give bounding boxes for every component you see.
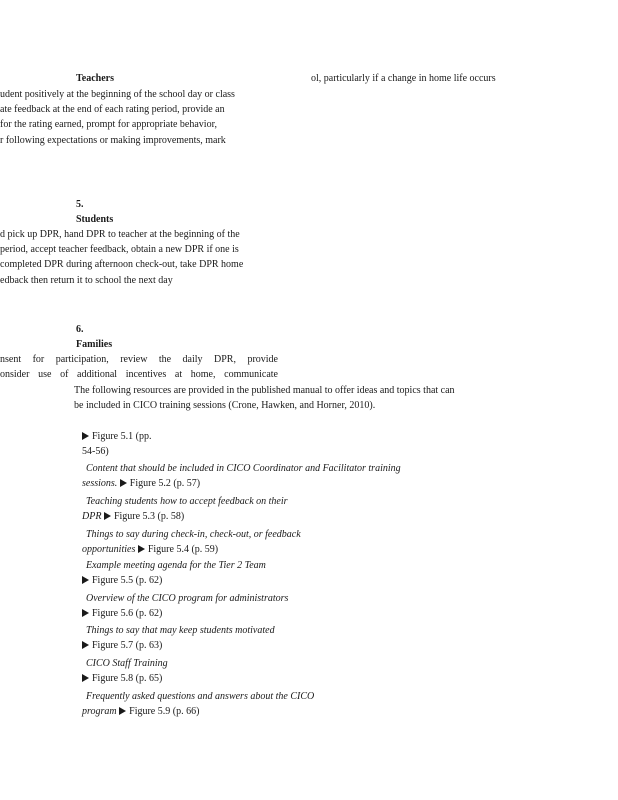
resource-description: Things to say during check-in, check-out, or feedback xyxy=(86,529,301,540)
students-heading: Students xyxy=(76,214,114,225)
play-triangle-icon xyxy=(104,512,111,520)
families-line-1: nsent for participation, review the daily DPR, provide xyxy=(0,354,278,365)
resources-intro-line-1: The following resources are provided in the published manual to offer ideas and topics that can xyxy=(74,385,455,396)
play-triangle-icon xyxy=(82,576,89,584)
teachers-line-1: udent positively at the beginning of the school day or class xyxy=(0,89,235,100)
play-triangle-icon xyxy=(82,641,89,649)
play-triangle-icon xyxy=(120,479,127,487)
teachers-line-3: for the rating earned, prompt for appropriate behavior, xyxy=(0,119,218,130)
resource-line: Figure 5.8 (p. 65) xyxy=(82,671,162,686)
students-line-2: period, accept teacher feedback, obtain a new DPR if one is xyxy=(0,244,239,255)
play-triangle-icon xyxy=(82,674,89,682)
families-line-2: onsider use of additional incentives at home, communicate xyxy=(0,369,278,380)
students-number: 5. xyxy=(76,199,84,210)
resource-line: Figure 5.5 (p. 62) xyxy=(82,573,162,588)
resource-description: Teaching students how to accept feedback on their xyxy=(86,496,288,507)
families-heading: Families xyxy=(76,339,113,350)
resources-intro-line-2: be included in CICO training sessions (Crone, Hawken, and Horner, 2010). xyxy=(74,400,376,411)
play-triangle-icon xyxy=(138,545,145,553)
resource-line: sessions. Figure 5.2 (p. 57) xyxy=(82,478,201,489)
students-line-3: completed DPR during afternoon check-out, take DPR home xyxy=(0,259,244,270)
resource-line: Figure 5.6 (p. 62) xyxy=(82,606,162,621)
students-line-1: d pick up DPR, hand DPR to teacher at the beginning of the xyxy=(0,229,240,240)
right-column-fragment: ol, particularly if a change in home life occurs xyxy=(311,73,496,84)
play-triangle-icon xyxy=(82,609,89,617)
teachers-heading: Teachers xyxy=(76,73,114,84)
resource-line: Figure 5.7 (p. 63) xyxy=(82,638,162,653)
resource-line: opportunities Figure 5.4 (p. 59) xyxy=(82,544,219,555)
resource-description: Example meeting agenda for the Tier 2 Team xyxy=(86,560,266,571)
families-number: 6. xyxy=(76,324,84,335)
resource-line: 54-56) xyxy=(82,446,109,457)
resource-description: Content that should be included in CICO Coordinator and Facilitator training xyxy=(86,463,401,474)
resource-line: DPR Figure 5.3 (p. 58) xyxy=(82,511,185,522)
students-line-4: edback then return it to school the next day xyxy=(0,275,173,286)
resource-description: Things to say that may keep students motivated xyxy=(86,625,275,636)
resource-description: Overview of the CICO program for administrators xyxy=(86,593,289,604)
resource-line: program Figure 5.9 (p. 66) xyxy=(82,706,200,717)
play-triangle-icon xyxy=(82,432,89,440)
teachers-line-2: ate feedback at the end of each rating period, provide an xyxy=(0,104,225,115)
resource-line: Figure 5.1 (pp. xyxy=(82,429,151,444)
resource-description: Frequently asked questions and answers about the CICO xyxy=(86,691,315,702)
teachers-line-4: r following expectations or making improvements, mark xyxy=(0,135,226,146)
resource-description: CICO Staff Training xyxy=(86,658,168,669)
play-triangle-icon xyxy=(119,707,126,715)
